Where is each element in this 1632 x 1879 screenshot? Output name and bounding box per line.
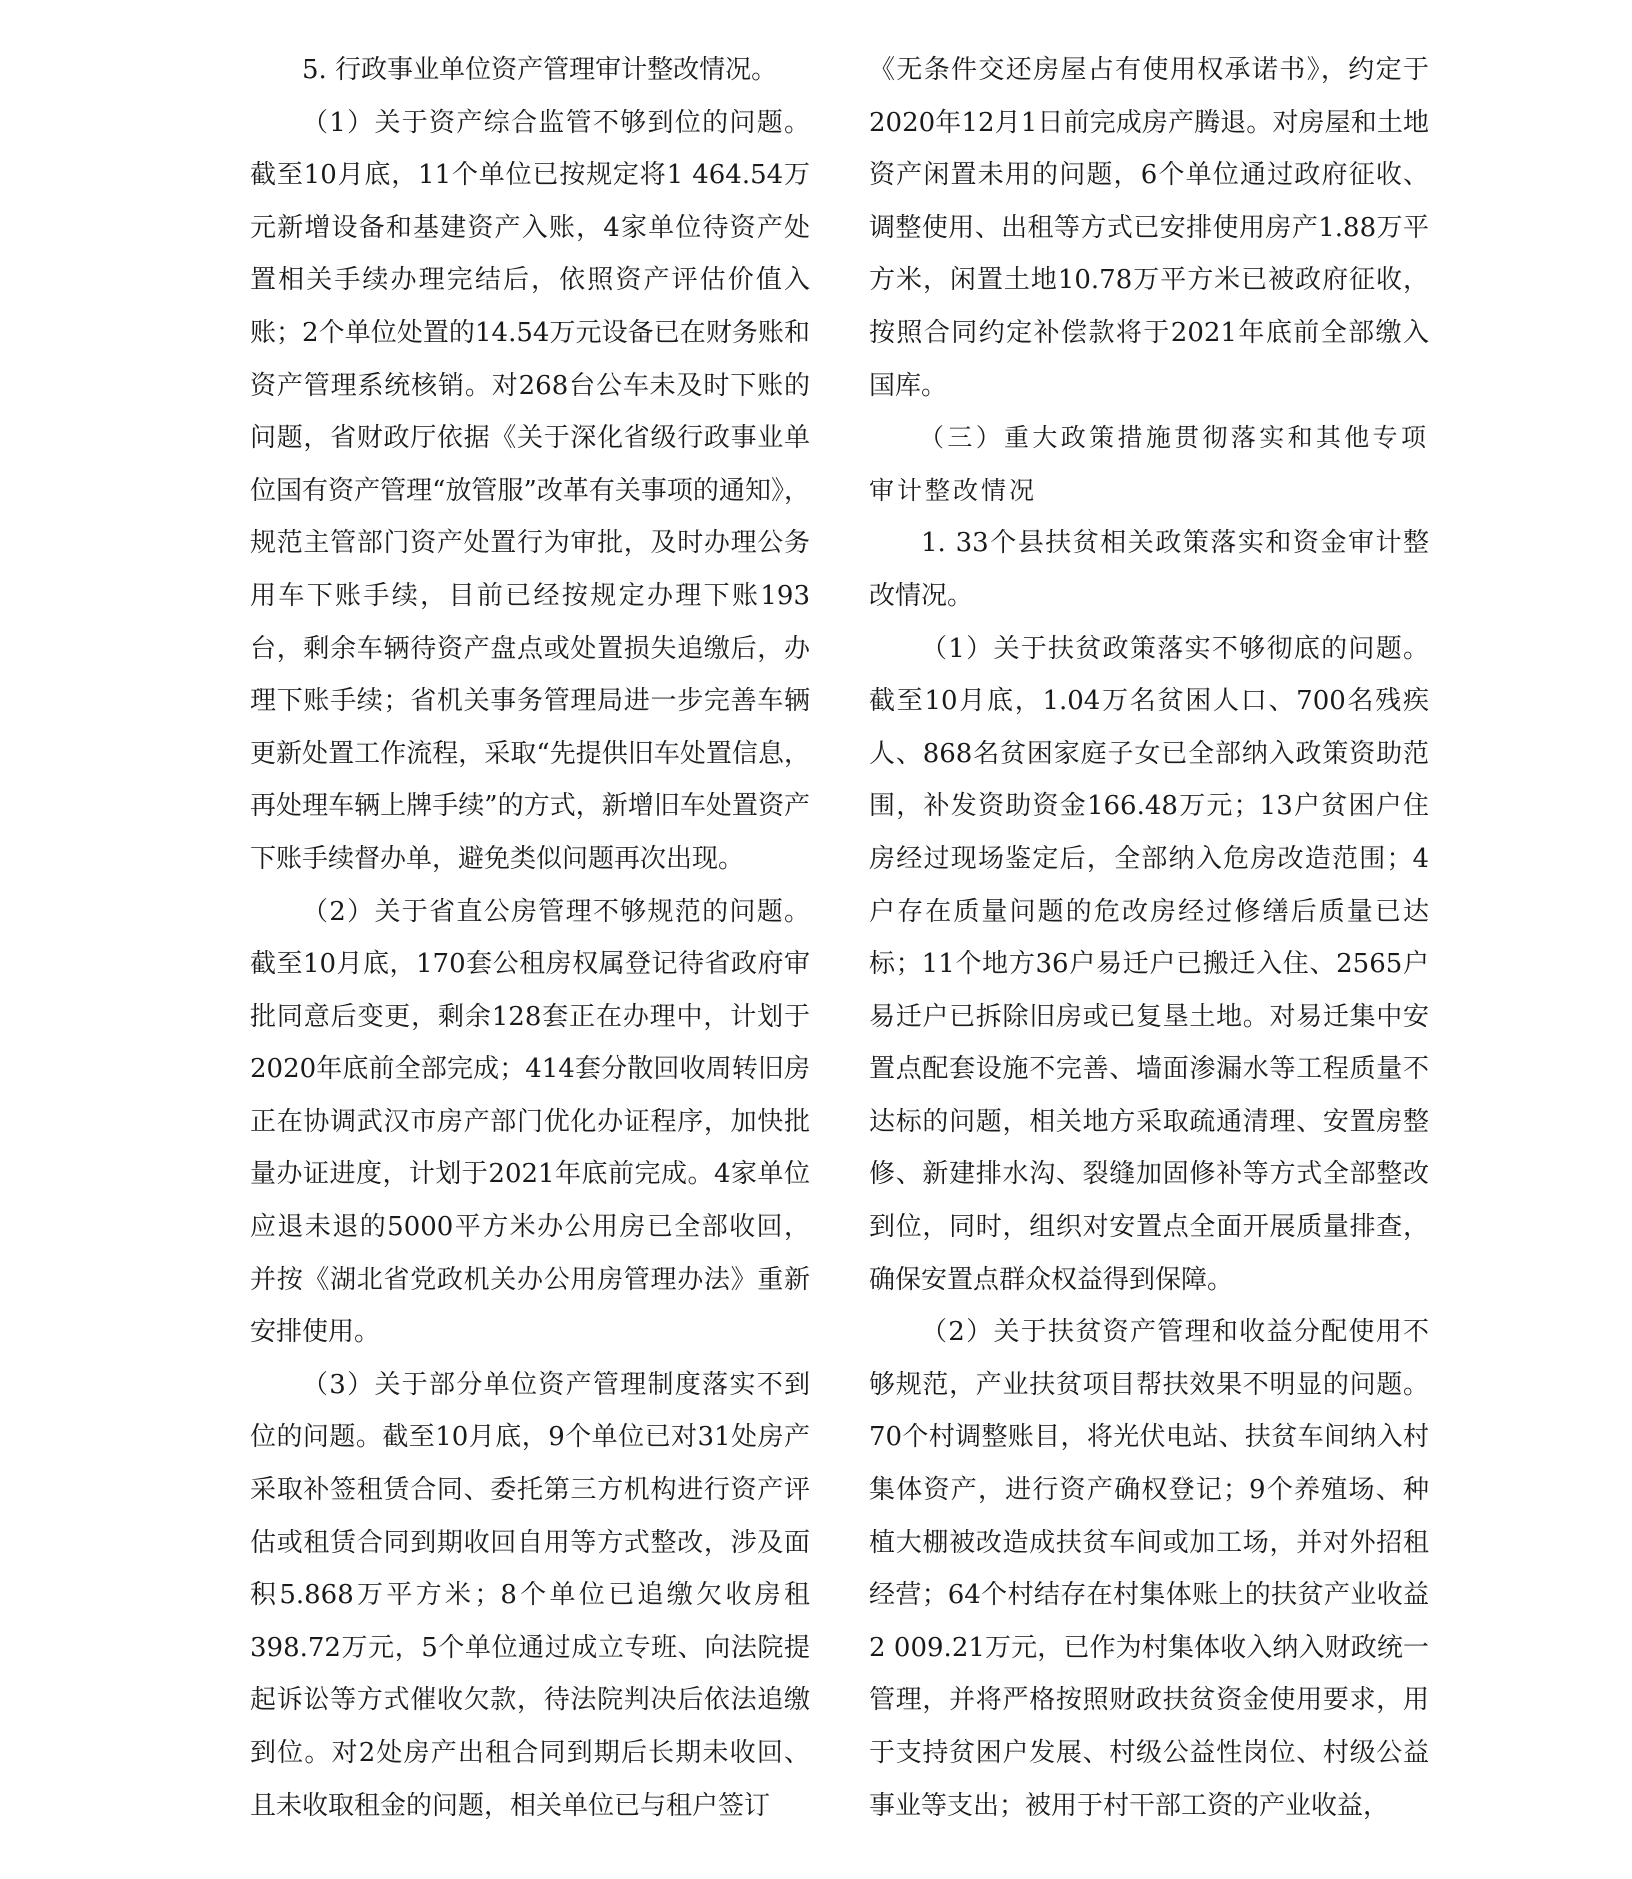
section-heading-poverty-audit: 1. 33个县扶贫相关政策落实和资金审计整改情况。 (869, 528, 1429, 611)
paragraph-asset-supervision: （1）关于资产综合监管不够到位的问题。截至10月底，11个单位已按规定将1 464.54万元新增设备和基建资产入账，4家单位待资产处置相关手续办理完结后，依照资产评估价值入账；2个单位处置的14.54万元设备已在财务账和资产管理系统核销。对268台公车未及时下账的问题，省财政厅依据《关于深化省级行政事业单位国有资产管理“放管服”改革有关事项的通知》，规范主管部门资产处置行为审批，及时办理公务用车下账手续，目前已经按规定办理下账193台，剩余车辆待资产盘点或处置损失追缴后，办理下账手续；省机关事务管理局进一步完善车辆更新处置工作流程，采取“先提供旧车处置信息，再处理车辆上牌手续”的方式，新增旧车处置资产下账手续督办单，避免类似问题再次出现。 (250, 107, 810, 874)
paragraph-continued: 《无条件交还房屋占有使用权承诺书》，约定于2020年12月1日前完成房产腾退。对房屋和土地资产闲置未用的问题，6个单位通过政府征收、调整使用、出租等方式已安排使用房产1.88万平方米，闲置土地10.78万平方米已被政府征收，按照合同约定补偿款将于2021年底前全部缴入国库。 (869, 55, 1429, 401)
paragraph-asset-rules: （3）关于部分单位资产管理制度落实不到位的问题。截至10月底，9个单位已对31处房产采取补签租赁合同、委托第三方机构进行资产评估或租赁合同到期收回自用等方式整改，涉及面积5.868万平方米；8个单位已追缴欠收房租398.72万元，5个单位通过成立专班、向法院提起诉讼等方式催收欠款，待法院判决后依法追缴到位。对2处房产出租合同到期后长期未收回、且未收取租金的问题，相关单位已与租户签订 (250, 1369, 810, 1821)
paragraph-poverty-policy: （1）关于扶贫政策落实不够彻底的问题。截至10月底，1.04万名贫困人口、700名残疾人、868名贫困家庭子女已全部纳入政策资助范围，补发资助资金166.48万元；13户贫困户住房经过现场鉴定后，全部纳入危房改造范围；4户存在质量问题的危改房经过修缮后质量已达标；11个地方36户易迁户已搬迁入住、2565户易迁户已拆除旧房或已复垦土地。对易迁集中安置点配套设施不完善、墙面渗漏水等工程质量不达标的问题，相关地方采取疏通清理、安置房整修、新建排水沟、裂缝加固修补等方式全部整改到位，同时，组织对安置点全面开展质量排查，确保安置点群众权益得到保障。 (869, 633, 1429, 1295)
paragraph-public-housing: （2）关于省直公房管理不够规范的问题。截至10月底，170套公租房权属登记待省政府审批同意后变更，剩余128套正在办理中，计划于2020年底前全部完成；414套分散回收周转旧房正在协调武汉市房产部门优化办证程序，加快批量办证进度，计划于2021年底前完成。4家单位应退未退的5000平方米办公用房已全部收回，并按《湖北省党政机关办公用房管理办法》重新安排使用。 (250, 896, 810, 1348)
section-subheading-major-policy: （三）重大政策措施贯彻落实和其他专项审计整改情况 (869, 423, 1429, 505)
paragraph-poverty-assets: （2）关于扶贫资产管理和收益分配使用不够规范，产业扶贫项目帮扶效果不明显的问题。70个村调整账目，将光伏电站、扶贫车间纳入村集体资产，进行资产确权登记；9个养殖场、种植大棚被改造成扶贫车间或加工场，并对外招租经营；64个村结存在村集体账上的扶贫产业收益2 009.21万元，已作为村集体收入纳入财政统一管理，并将严格按照财政扶贫资金使用要求，用于支持贫困户发展、村级公益性岗位、村级公益事业等支出；被用于村干部工资的产业收益， (869, 1317, 1429, 1821)
section-heading-asset-audit: 5. 行政事业单位资产管理审计整改情况。 (302, 55, 778, 85)
left-column (250, 44, 810, 1832)
right-column (869, 44, 1429, 1832)
